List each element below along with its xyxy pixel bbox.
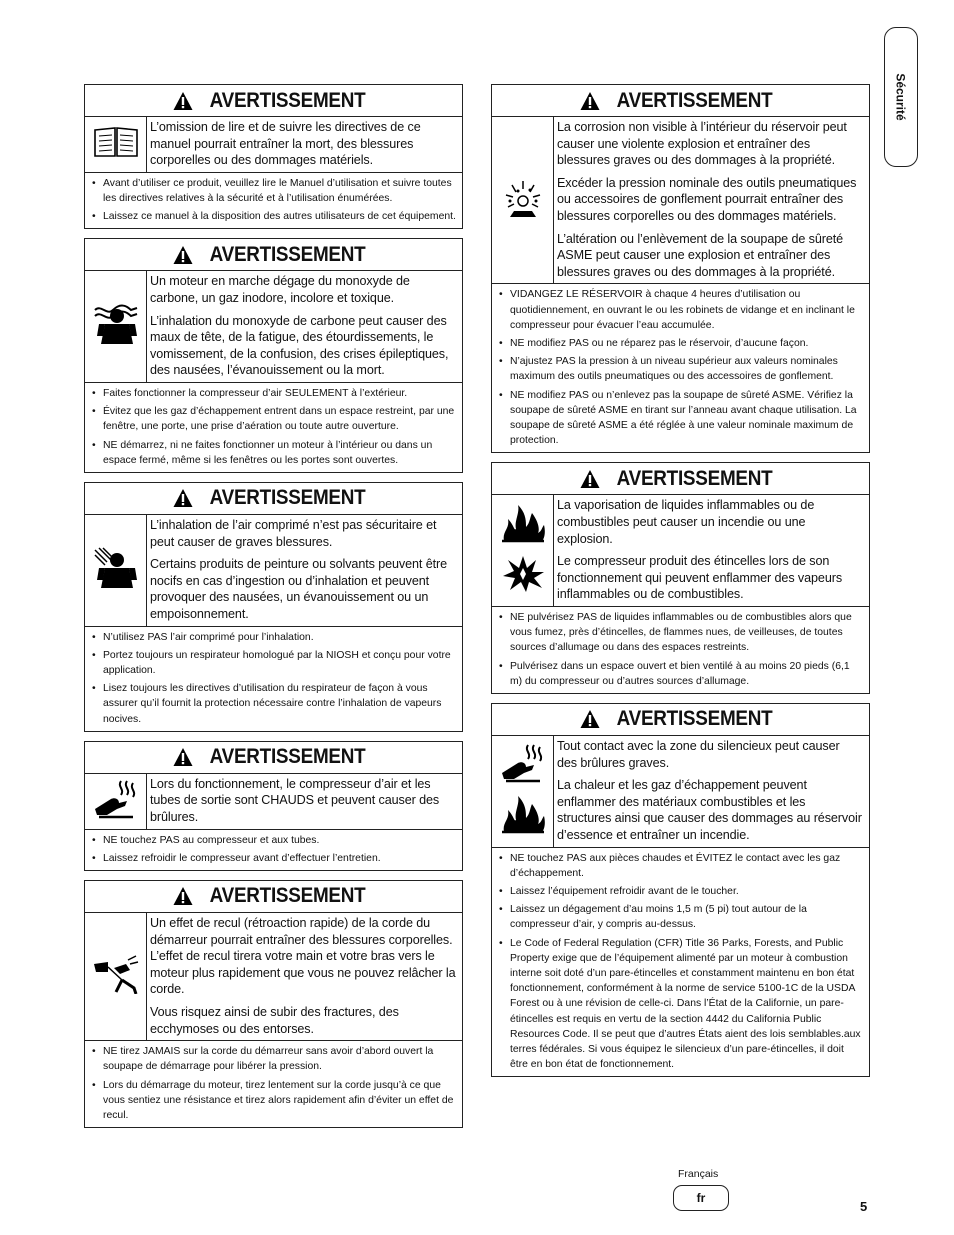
warning-paragraph: Le compresseur produit des étincelles lors de son fonctionnement qui peuvent enflammer des vapeurs inflammables ou de combustibles. xyxy=(557,554,843,602)
hazard-icon-cell xyxy=(85,271,147,382)
warning-body xyxy=(85,774,462,830)
hazard-icon-cell xyxy=(492,117,554,283)
warning-triangle-icon xyxy=(580,709,600,729)
warning-box-3 xyxy=(84,482,463,732)
hazard-icon-cell xyxy=(85,913,147,1040)
warning-body xyxy=(492,736,869,848)
warning-paragraph: Un effet de recul (rétroaction rapide) de la corde du démarreur pourrait entraîner des blessures corporelles. L’effet de recul tirera votre main et votre bras vers le moteur plus rapidement que vous ne pouvez relâcher la corde. xyxy=(150,915,456,997)
warning-box-7 xyxy=(491,462,870,694)
warning-body xyxy=(85,271,462,383)
warning-header xyxy=(85,483,462,515)
warning-paragraph: Vous risquez ainsi de subir des fractures, des ecchymoses ou des entorses. xyxy=(150,1004,399,1036)
warning-description xyxy=(147,271,462,382)
respiratory-hazard-icon xyxy=(93,546,139,595)
warning-instruction-item: • NE touchez PAS au compresseur et aux tubes. xyxy=(89,833,456,848)
hazard-icon-cell xyxy=(85,117,147,172)
warning-instructions xyxy=(85,627,462,731)
warning-instruction-item: • NE démarrez, ni ne faites fonctionner un moteur à l’intérieur ou dans un espace fermé, même si les fenêtres ou les portes sont ouvertes. xyxy=(89,438,456,468)
warning-triangle-icon xyxy=(173,91,193,111)
warning-description xyxy=(147,117,462,172)
warning-paragraph: L’inhalation de l’air comprimé n’est pas sécuritaire et peut causer de graves blessures. xyxy=(150,517,437,549)
warning-paragraph: La chaleur et les gaz d’échappement peuvent enflammer des matériaux combustibles et les structures ainsi que causer des dommages au réservoir d’essence et entraîner un incendie. xyxy=(557,778,862,842)
section-tab xyxy=(884,27,918,167)
warning-instruction-item: • Le Code of Federal Regulation (CFR) Title 36 Parks, Forests, and Public Property exige que de l’équipement alimenté par un moteur à combustion interne soit doté d’un pare-étincelles et constamment maintenu en bon état fonctionnement, conformément à la norme de service 5100-1C de la USDA Forest ou à une révision de celle-ci. Dans l’État de la Californie, un pare-étincelles est requis en vertu de la section 4442 du California Public Resources Code. Il se peut que d’autres États aient des lois semblables.aux terres fédérales. Si vous équipez le silencieux d’un pare-étincelles, il doit être en bon état de fonctionnement. xyxy=(496,936,863,1073)
warning-paragraph: Tout contact avec la zone du silencieux peut causer des brûlures graves. xyxy=(557,738,840,770)
warning-header xyxy=(492,704,869,736)
warning-instruction-item: • NE pulvérisez PAS de liquides inflammables ou de combustibles alors que vous fumez, près d’étincelles, de flammes nues, de veilleuses, de toutes sources d’allumage ou dans des espaces restreints. xyxy=(496,610,863,656)
warning-paragraph: L’altération ou l’enlèvement de la soupape de sûreté ASME peut causer une explosion et entraîner des blessures graves ou des dommages à la propriété. xyxy=(557,231,844,279)
right-column xyxy=(491,84,870,1086)
warning-title: AVERTISSEMENT xyxy=(209,884,366,908)
language-label: Français xyxy=(678,1168,719,1180)
warning-paragraph: La vaporisation de liquides inflammables ou de combustibles peut causer un incendie ou une explosion. xyxy=(557,498,815,546)
warning-title: AVERTISSEMENT xyxy=(209,88,366,112)
warning-box-4 xyxy=(84,741,463,871)
warning-body xyxy=(85,515,462,627)
warning-description xyxy=(147,913,462,1040)
warning-title: AVERTISSEMENT xyxy=(616,88,773,112)
warning-triangle-icon xyxy=(580,469,600,489)
warning-triangle-icon xyxy=(173,747,193,767)
hazard-icon-cell xyxy=(85,774,147,829)
warning-instructions xyxy=(85,173,462,229)
warning-instruction-item: • Laissez l’équipement refroidir avant de le toucher. xyxy=(496,884,863,899)
warning-header xyxy=(492,85,869,117)
language-code-badge xyxy=(673,1185,729,1211)
page-number: 5 xyxy=(860,1199,868,1214)
warning-title: AVERTISSEMENT xyxy=(616,707,773,731)
warning-instruction-item: • Pulvérisez dans un espace ouvert et bien ventilé à au moins 20 pieds (6,1 m) du compresseur ou d’autres sources d’allumage. xyxy=(496,659,863,689)
warning-instruction-item: • N’ajustez PAS la pression à un niveau supérieur aux valeurs nominales maximum des outils pneumatiques ou des accessoires de gonflement. xyxy=(496,354,863,384)
warning-instructions xyxy=(492,607,869,693)
warning-instruction-item: • Portez toujours un respirateur homologué par la NIOSH et conçu pour votre application. xyxy=(89,648,456,678)
warning-instruction-item: • Laissez refroidir le compresseur avant d’effectuer l’entretien. xyxy=(89,851,456,866)
warning-instruction-item: • Évitez que les gaz d’échappement entrent dans un espace restreint, par une fenêtre, une porte, une prise d’aération ou toute autre ouverture. xyxy=(89,404,456,434)
hot-surface-icon xyxy=(500,743,546,788)
warning-instruction-item: • Lisez toujours les directives d’utilisation du respirateur de façon à vous assurer qu’il fournit la protection nécessaire contre l’inhalation de vapeurs nocives. xyxy=(89,681,456,727)
warning-description xyxy=(554,117,869,283)
warning-triangle-icon xyxy=(173,886,193,906)
warning-description xyxy=(147,515,462,626)
warning-body xyxy=(492,495,869,607)
warning-instructions xyxy=(85,830,462,870)
warning-instruction-item: • NE touchez PAS aux pièces chaudes et ÉVITEZ le contact avec les gaz d’échappement. xyxy=(496,851,863,881)
warning-paragraph: Certains produits de peinture ou solvants peuvent être nocifs en cas d’ingestion ou d’inhalation et peuvent provoquer des nausées, un évanouissement ou un empoisonnement. xyxy=(150,557,448,621)
warning-header xyxy=(492,463,869,495)
spark-explosion-icon xyxy=(500,554,546,599)
warning-instruction-item: • Laissez un dégagement d’au moins 1,5 m (5 pi) tout autour de la compresseur d’air, y compris au-dessus. xyxy=(496,902,863,932)
warning-instructions xyxy=(492,848,869,1077)
hazard-icon-cell xyxy=(85,515,147,626)
warning-paragraph: Un moteur en marche dégage du monoxyde de carbone, un gaz inodore, incolore et toxique. xyxy=(150,274,410,305)
warning-header xyxy=(85,239,462,271)
toxic-fumes-icon xyxy=(93,302,139,351)
warning-box-6 xyxy=(491,84,870,453)
hazard-icon-cell xyxy=(492,736,554,847)
warning-body xyxy=(85,913,462,1041)
warning-triangle-icon xyxy=(173,245,193,265)
warning-paragraph: L’omission de lire et de suivre les directives de ce manuel pourrait entraîner la mort, des blessures corporelles ou des dommages matériels. xyxy=(150,120,421,168)
warning-paragraph: La corrosion non visible à l’intérieur du réservoir peut causer une violente explosion et entraîner des blessures graves ou des dommages à la propriété. xyxy=(557,120,847,168)
warning-title: AVERTISSEMENT xyxy=(209,745,366,769)
fire-icon xyxy=(500,503,546,548)
warning-paragraph: Excéder la pression nominale des outils pneumatiques ou accessoires de gonflement pourrait entraîner des blessures corporelles ou des dommages matériels. xyxy=(557,175,857,223)
warning-triangle-icon xyxy=(580,91,600,111)
warning-instruction-item: • VIDANGEZ LE RÉSERVOIR à chaque 4 heures d’utilisation ou quotidiennement, en ouvrant le ou les robinets de vidange et en inclinant le compresseur pour évacuer l’eau accumulée. xyxy=(496,287,863,333)
warning-instructions xyxy=(492,284,869,452)
warning-instruction-item: • Lors du démarrage du moteur, tirez lentement sur la corde jusqu’à ce que vous sentiez une résistance et tirez alors rapidement afin d’éviter un effet de recul. xyxy=(89,1078,456,1124)
warning-instruction-item: • Laissez ce manuel à la disposition des autres utilisateurs de cet équipement. xyxy=(89,209,456,224)
warning-instructions xyxy=(85,1041,462,1127)
warning-paragraph: Lors du fonctionnement, le compresseur d’air et les tubes de sortie sont CHAUDS et peuvent causer des brûlures. xyxy=(150,776,440,824)
warning-instruction-item: • Faites fonctionner la compresseur d’air SEULEMENT à l’extérieur. xyxy=(89,386,456,401)
left-column xyxy=(84,84,463,1137)
warning-box-5 xyxy=(84,880,463,1128)
warning-description xyxy=(147,774,462,829)
warning-box-1 xyxy=(84,84,463,229)
warning-body xyxy=(492,117,869,284)
warning-paragraph: L’inhalation du monoxyde de carbone peut causer des maux de tête, de la fatigue, des étourdissements, le vomissement, de la confusion, des crises épileptiques, des nausées, l’évanouissement ou la mort. xyxy=(150,313,449,378)
warning-box-2 xyxy=(84,238,463,473)
fire-icon xyxy=(500,794,546,839)
warning-header xyxy=(85,85,462,117)
section-tab-label: Sécurité xyxy=(894,73,909,121)
language-code: fr xyxy=(696,1191,706,1205)
warning-triangle-icon xyxy=(173,488,193,508)
warning-instruction-item: • NE tirez JAMAIS sur la corde du démarreur sans avoir d’abord ouvert la soupape de démarrage pour libérer la pression. xyxy=(89,1044,456,1074)
hazard-icon-cell xyxy=(492,495,554,606)
warning-instructions xyxy=(85,383,462,472)
warning-instruction-item: • NE modifiez PAS ou ne réparez pas le réservoir, d’aucune façon. xyxy=(496,336,863,351)
manual-book-icon xyxy=(92,125,140,164)
warning-title: AVERTISSEMENT xyxy=(209,242,366,266)
warning-title: AVERTISSEMENT xyxy=(209,486,366,510)
warning-instruction-item: • NE modifiez PAS ou n’enlevez pas la soupape de sûreté ASME. Vérifiez la soupape de sûreté ASME en tirant sur l’anneau avant chaque utilisation. La soupape de sûreté ASME a été réglée à une valeur nominale maximum de protection. xyxy=(496,388,863,449)
warning-instruction-item: • Avant d’utiliser ce produit, veuillez lire le Manuel d’utilisation et suivre toutes les directives relatives à la sécurité et à l’utilisation énumérées. xyxy=(89,176,456,206)
warning-title: AVERTISSEMENT xyxy=(616,466,773,490)
kickback-icon xyxy=(92,954,140,999)
explosion-icon xyxy=(500,177,546,224)
warning-instruction-item: • N’utilisez PAS l’air comprimé pour l’inhalation. xyxy=(89,630,456,645)
warning-body xyxy=(85,117,462,173)
warning-description xyxy=(554,736,869,847)
hot-surface-icon xyxy=(93,779,139,824)
warning-header xyxy=(85,881,462,913)
warning-description xyxy=(554,495,869,606)
warning-box-8 xyxy=(491,703,870,1077)
warning-header xyxy=(85,742,462,774)
